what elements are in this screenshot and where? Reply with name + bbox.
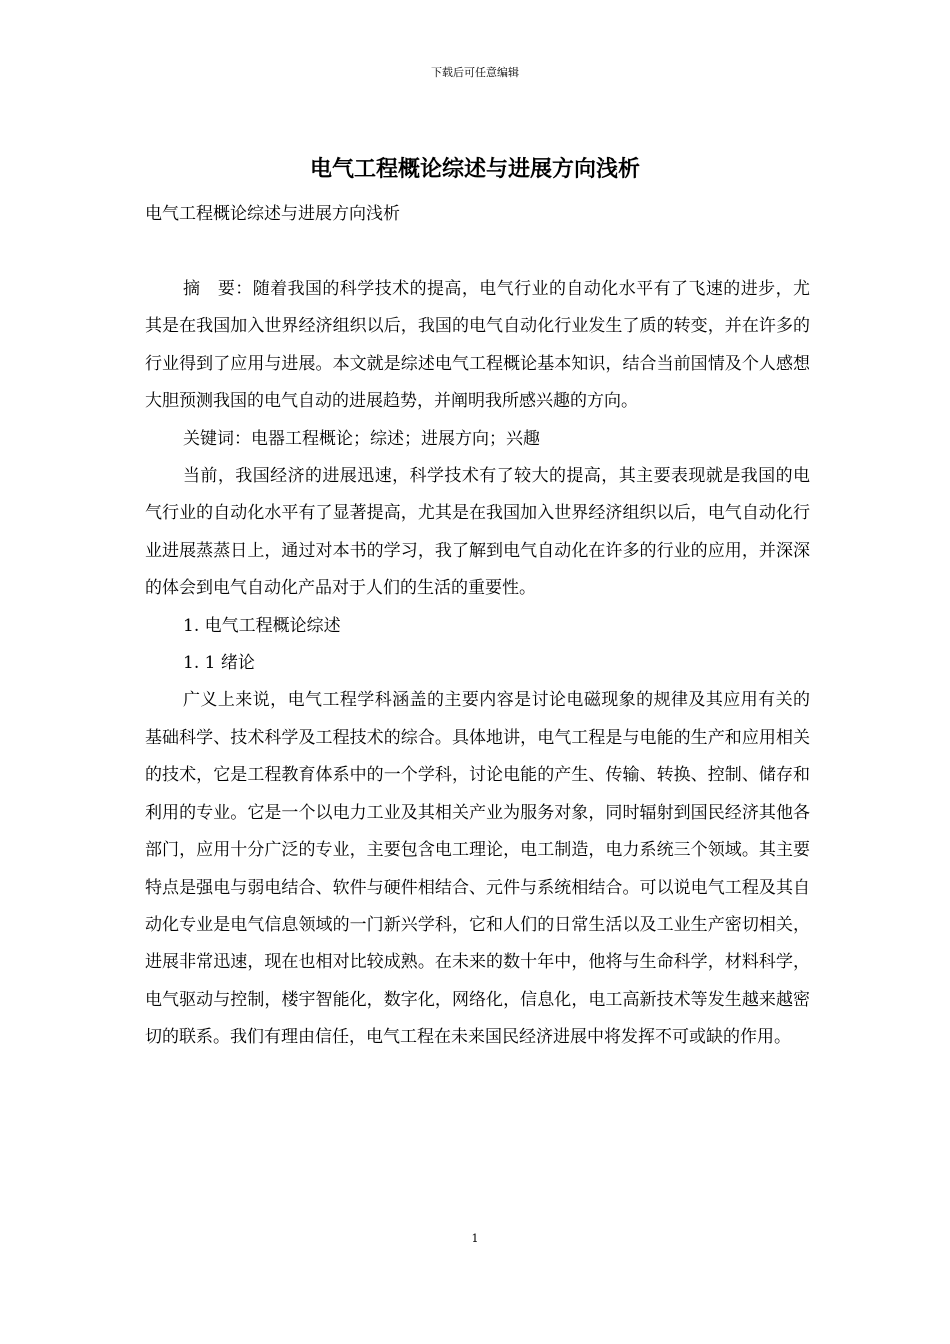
page-header-note: 下载后可任意编辑 [431, 66, 519, 79]
abstract-paragraph: 摘 要：随着我国的科学技术的提高，电气行业的自动化水平有了飞速的进步，尤其是在我国加入世界经济组织以后，我国的电气自动化行业发生了质的转变，并在许多的行业得到了应用与进展。本文就是综述电气工程概论基本知识，结合当前国情及个人感想大胆预测我国的电气自动的进展趋势，并阐明我所感兴趣的方向。 [145, 279, 810, 412]
section-1-heading: 1. 电气工程概论综述 [183, 615, 341, 636]
keywords-paragraph: 关键词：电器工程概论；综述；进展方向；兴趣 [183, 428, 540, 449]
section-1-1-heading: 1. 1 绪论 [183, 653, 255, 674]
document-body [145, 271, 810, 1057]
document-title: 电气工程概论综述与进展方向浅析 [309, 156, 640, 182]
document-subtitle: 电气工程概论综述与进展方向浅析 [145, 204, 400, 224]
page-number: 1 [471, 1232, 479, 1245]
section-1-1-paragraph: 广义上来说，电气工程学科涵盖的主要内容是讨论电磁现象的规律及其应用有关的基础科学、技术科学及工程技术的综合。具体地讲，电气工程是与电能的生产和应用相关的技术，它是工程教育体系中的一个学科，讨论电能的产生、传输、转换、控制、储存和利用的专业。它是一个以电力工业及其相关产业为服务对象，同时辐射到国民经济其他各部门，应用十分广泛的专业，主要包含电工理论，电工制造，电力系统三个领域。其主要特点是强电与弱电结合、软件与硬件相结合、元件与系统相结合。可以说电气工程及其自动化专业是电气信息领域的一门新兴学科，它和人们的日常生活以及工业生产密切相关，进展非常迅速，现在也相对比较成熟。在未来的数十年中，他将与生命科学，材料科学，电气驱动与控制，楼宇智能化，数字化，网络化，信息化，电工高新技术等发生越来越密切的联系。我们有理由信任，电气工程在未来国民经济进展中将发挥不可或缺的作用。 [145, 690, 810, 1048]
intro-paragraph: 当前，我国经济的进展迅速，科学技术有了较大的提高，其主要表现就是我国的电气行业的自动化水平有了显著提高，尤其是在我国加入世界经济组织以后，电气自动化行业进展蒸蒸日上，通过对本书的学习，我了解到电气自动化在许多的行业的应用，并深深的体会到电气自动化产品对于人们的生活的重要性。 [145, 466, 810, 599]
